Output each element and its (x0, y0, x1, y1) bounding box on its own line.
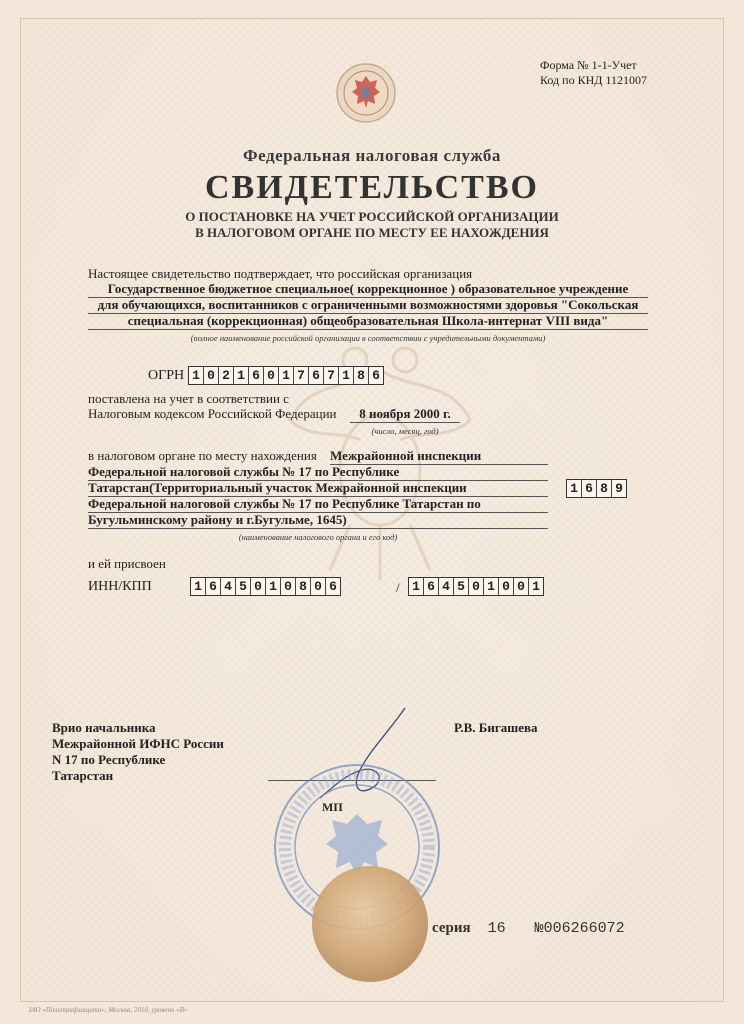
ogrn-label: ОГРН (148, 368, 185, 383)
tax-office-code-digit: 8 (597, 480, 612, 497)
tax-office-line-1: Межрайонной инспекции (330, 448, 548, 465)
signer-position (52, 720, 224, 784)
ogrn-digit: 1 (189, 367, 204, 384)
inn-digit: 4 (221, 578, 236, 595)
signer-name: Р.В. Бигашева (454, 720, 538, 735)
kpp-digit: 6 (424, 578, 439, 595)
serial-series: 16 (487, 920, 506, 937)
assigned-label: и ей присвоен (88, 556, 166, 571)
form-info (540, 58, 647, 88)
subtitle-line-2: В НАЛОГОВОМ ОРГАНЕ ПО МЕСТУ ЕЕ НАХОЖДЕНИЯ (195, 225, 549, 240)
inn-boxes (190, 577, 341, 596)
tax-office-code-boxes (566, 479, 627, 498)
printer-footer: ЗАО «Политрафзащита», Москва, 2010, уровень «В» (28, 1006, 188, 1014)
tax-office-line-3: Татарстан(Территориальный участок Межрайонной инспекции (88, 480, 548, 497)
org-name-caption: (полное наименование российской организации в соответствии с учредительными документами) (190, 333, 546, 343)
ogrn-digit: 8 (354, 367, 369, 384)
inn-digit: 6 (329, 579, 337, 594)
inn-digit: 0 (311, 578, 326, 595)
ogrn-digit: 2 (219, 367, 234, 384)
kpp-digit: 1 (484, 578, 499, 595)
registration-date: 8 ноября 2000 г. (350, 406, 460, 423)
kpp-digit: 0 (499, 578, 514, 595)
date-caption: (число, месяц, год) (371, 426, 439, 436)
kpp-digit: 1 (409, 578, 424, 595)
tax-office-line-4: Федеральной налоговой службы № 17 по Республике Татарстан по (88, 496, 548, 513)
ogrn-digit: 0 (204, 367, 219, 384)
ogrn-digit: 1 (339, 367, 354, 384)
serial-number-value: №006266072 (534, 920, 625, 937)
ogrn-digit: 6 (249, 367, 264, 384)
org-name-line-1: Государственное бюджетное специальное( коррекционное ) образовательное учреждение (88, 281, 648, 298)
stamp-mp-label: МП (322, 800, 343, 814)
ogrn-digit: 7 (294, 367, 309, 384)
registration-line-2: Налоговым кодексом Российской Федерации (88, 406, 337, 421)
org-name-line-3: специальная (коррекционная) общеобразовательная Школа-интернат VIII вида" (88, 313, 648, 330)
inn-digit: 5 (236, 578, 251, 595)
serial-number (432, 920, 625, 937)
inn-digit: 8 (296, 578, 311, 595)
kpp-digit: 4 (439, 578, 454, 595)
inn-kpp-separator: / (396, 580, 400, 595)
tax-office-caption: (наименование налогового органа и его код) (238, 532, 398, 542)
tax-office-intro: в налоговом органе по месту нахождения (88, 448, 317, 463)
service-name: Федеральная налоговая служба (243, 146, 501, 165)
document-subtitle (0, 209, 744, 241)
position-line-4: Татарстан (52, 768, 114, 783)
knd-code: Код по КНД 1121007 (540, 73, 647, 87)
tax-office-code-digit: 6 (582, 480, 597, 497)
kpp-digit: 0 (514, 578, 529, 595)
position-line-1: Врио начальника (52, 720, 156, 735)
subtitle-line-1: О ПОСТАНОВКЕ НА УЧЕТ РОССИЙСКОЙ ОРГАНИЗАЦИИ (185, 209, 559, 224)
document-title: СВИДЕТЕЛЬСТВО (205, 169, 539, 206)
org-intro: Настоящее свидетельство подтверждает, что российская организация (88, 266, 473, 281)
position-line-2: Межрайонной ИФНС России (52, 736, 224, 751)
kpp-digit: 5 (454, 578, 469, 595)
form-number: Форма № 1-1-Учет (540, 58, 637, 72)
ogrn-digit: 6 (372, 368, 380, 383)
inn-digit: 0 (251, 578, 266, 595)
ogrn-digit: 0 (264, 367, 279, 384)
tax-office-line-2: Федеральной налоговой службы № 17 по Республике (88, 464, 548, 481)
org-name-line-2: для обучающихся, воспитанников с ограниченными возможностями здоровья "Сокольская (88, 297, 648, 314)
position-line-3: N 17 по Республике (52, 752, 166, 767)
tax-office-line-5: Бугульминскому району и г.Бугульме, 1645) (88, 512, 548, 529)
ogrn-boxes (188, 366, 384, 385)
kpp-boxes (408, 577, 544, 596)
inn-kpp-label: ИНН/КПП (88, 579, 152, 594)
tax-office-code-digit: 9 (615, 481, 623, 496)
serial-label: серия (432, 920, 471, 936)
kpp-digit: 1 (532, 579, 540, 594)
tax-office-code-digit: 1 (567, 480, 582, 497)
registration-line-1: поставлена на учет в соответствии с (88, 391, 289, 406)
ogrn-digit: 1 (279, 367, 294, 384)
inn-digit: 6 (206, 578, 221, 595)
state-emblem-icon (335, 62, 397, 124)
ogrn-digit: 6 (309, 367, 324, 384)
ogrn-digit: 7 (324, 367, 339, 384)
ogrn-digit: 1 (234, 367, 249, 384)
inn-digit: 1 (191, 578, 206, 595)
inn-digit: 1 (266, 578, 281, 595)
kpp-digit: 0 (469, 578, 484, 595)
hologram-seal (312, 866, 428, 982)
inn-digit: 0 (281, 578, 296, 595)
